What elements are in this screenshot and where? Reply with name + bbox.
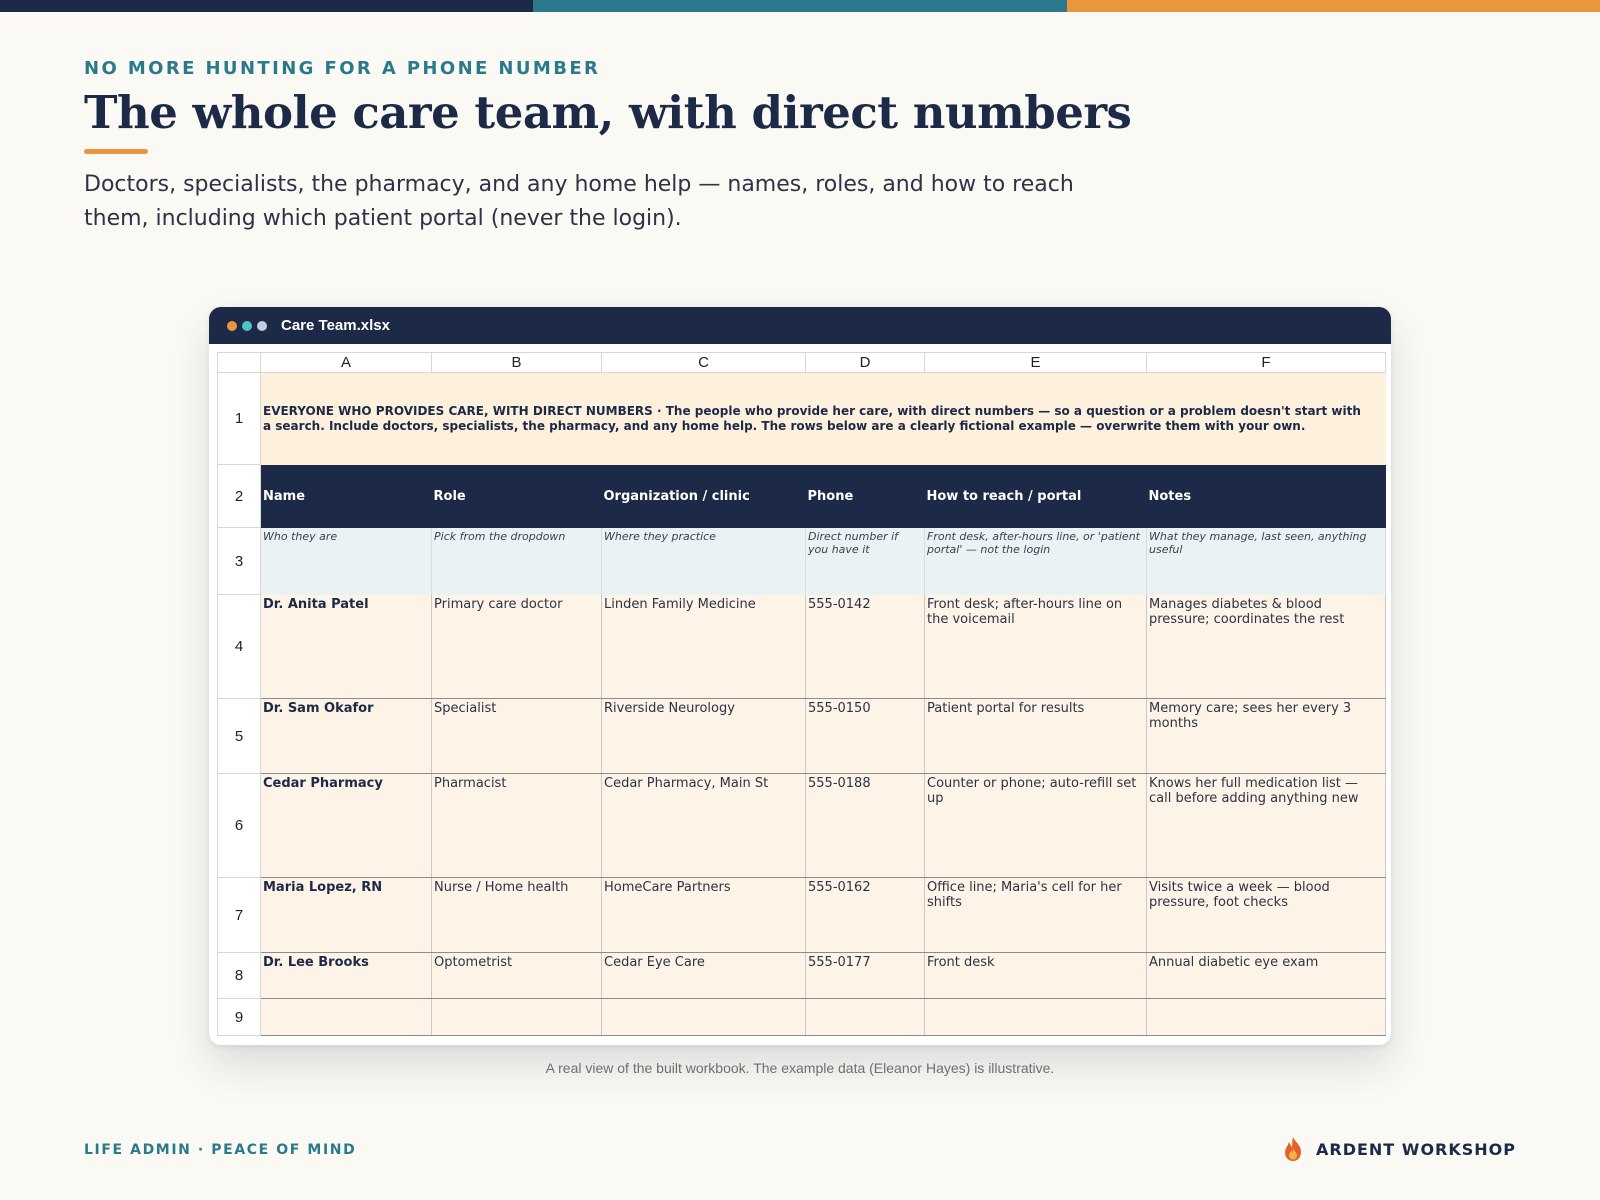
empty-cell[interactable]	[602, 999, 806, 1036]
cell-how-to-reach[interactable]: Front desk	[925, 953, 1147, 999]
table-row	[218, 953, 1386, 999]
cell-role[interactable]: Pharmacist	[432, 774, 602, 878]
empty-cell[interactable]	[925, 999, 1147, 1036]
cell-notes[interactable]: Knows her full medication list — call before adding anything new	[1147, 774, 1386, 878]
window-file-name: Care Team.xlsx	[281, 317, 390, 334]
hint-row	[218, 528, 1386, 595]
page-title: The whole care team, with direct numbers	[84, 86, 1132, 139]
title-underline	[84, 149, 148, 154]
screenshot-caption: A real view of the built workbook. The example data (Eleanor Hayes) is illustrative.	[545, 1060, 1055, 1076]
brand-logo	[1282, 1136, 1516, 1162]
window-dot-orange	[227, 321, 237, 331]
row-number-6[interactable]: 6	[218, 774, 261, 878]
column-header-f[interactable]: F	[1147, 353, 1386, 373]
empty-row	[218, 999, 1386, 1036]
table-row	[218, 774, 1386, 878]
cell-role[interactable]: Specialist	[432, 699, 602, 774]
top-bar-teal-segment	[533, 0, 1066, 12]
column-header-d[interactable]: D	[806, 353, 925, 373]
header-cell-how-to-reach[interactable]: How to reach / portal	[925, 465, 1147, 528]
cell-organization[interactable]: Linden Family Medicine	[602, 595, 806, 699]
cell-phone[interactable]: 555-0188	[806, 774, 925, 878]
select-all-corner[interactable]	[218, 353, 261, 373]
cell-name[interactable]: Dr. Lee Brooks	[261, 953, 432, 999]
header-cell-organization[interactable]: Organization / clinic	[602, 465, 806, 528]
top-color-bar	[0, 0, 1600, 12]
column-header-c[interactable]: C	[602, 353, 806, 373]
cell-phone[interactable]: 555-0150	[806, 699, 925, 774]
hint-cell-phone[interactable]: Direct number if you have it	[806, 528, 925, 595]
header-cell-phone[interactable]: Phone	[806, 465, 925, 528]
cell-notes[interactable]: Manages diabetes & blood pressure; coordinates the rest	[1147, 595, 1386, 699]
column-header-row	[218, 353, 1386, 373]
cell-name[interactable]: Dr. Anita Patel	[261, 595, 432, 699]
empty-cell[interactable]	[1147, 999, 1386, 1036]
empty-cell[interactable]	[432, 999, 602, 1036]
row-number-3[interactable]: 3	[218, 528, 261, 595]
row-number-9[interactable]: 9	[218, 999, 261, 1036]
cell-notes[interactable]: Memory care; sees her every 3 months	[1147, 699, 1386, 774]
brand-name: ARDENT WORKSHOP	[1316, 1139, 1516, 1159]
cell-role[interactable]: Optometrist	[432, 953, 602, 999]
cell-phone[interactable]: 555-0162	[806, 878, 925, 953]
eyebrow-label: NO MORE HUNTING FOR A PHONE NUMBER	[84, 58, 601, 79]
banner-cell[interactable]: EVERYONE WHO PROVIDES CARE, WITH DIRECT NUMBERS · The people who provide her care, with direct numbers — so a question or a problem doesn't start with a search. Include doctors, specialists, the pharmacy, and any home help. The rows below are a clearly fictional example — overwrite them with your own.	[261, 373, 1386, 465]
hint-cell-organization[interactable]: Where they practice	[602, 528, 806, 595]
cell-organization[interactable]: Riverside Neurology	[602, 699, 806, 774]
cell-name[interactable]: Maria Lopez, RN	[261, 878, 432, 953]
cell-how-to-reach[interactable]: Front desk; after-hours line on the voicemail	[925, 595, 1147, 699]
page-subtitle: Doctors, specialists, the pharmacy, and any home help — names, roles, and how to reach them, including which patient portal (never the login).	[84, 172, 1074, 231]
column-header-a[interactable]: A	[261, 353, 432, 373]
hint-cell-notes[interactable]: What they manage, last seen, anything useful	[1147, 528, 1386, 595]
hint-cell-name[interactable]: Who they are	[261, 528, 432, 595]
cell-how-to-reach[interactable]: Counter or phone; auto-refill set up	[925, 774, 1147, 878]
hint-cell-role[interactable]: Pick from the dropdown	[432, 528, 602, 595]
top-bar-navy-segment	[0, 0, 533, 12]
table-row	[218, 878, 1386, 953]
empty-cell[interactable]	[261, 999, 432, 1036]
cell-how-to-reach[interactable]: Office line; Maria's cell for her shifts	[925, 878, 1147, 953]
cell-notes[interactable]: Visits twice a week — blood pressure, foot checks	[1147, 878, 1386, 953]
cell-role[interactable]: Primary care doctor	[432, 595, 602, 699]
row-number-2[interactable]: 2	[218, 465, 261, 528]
cell-notes[interactable]: Annual diabetic eye exam	[1147, 953, 1386, 999]
cell-role[interactable]: Nurse / Home health	[432, 878, 602, 953]
header-cell-notes[interactable]: Notes	[1147, 465, 1386, 528]
column-header-e[interactable]: E	[925, 353, 1147, 373]
cell-organization[interactable]: Cedar Pharmacy, Main St	[602, 774, 806, 878]
cell-name[interactable]: Dr. Sam Okafor	[261, 699, 432, 774]
row-number-4[interactable]: 4	[218, 595, 261, 699]
row-number-5[interactable]: 5	[218, 699, 261, 774]
table-row	[218, 595, 1386, 699]
header-cell-name[interactable]: Name	[261, 465, 432, 528]
column-header-b[interactable]: B	[432, 353, 602, 373]
hint-cell-how-to-reach[interactable]: Front desk, after-hours line, or 'patient portal' — not the login	[925, 528, 1147, 595]
window-dot-teal	[242, 321, 252, 331]
top-bar-orange-segment	[1067, 0, 1600, 12]
cell-how-to-reach[interactable]: Patient portal for results	[925, 699, 1147, 774]
row-number-8[interactable]: 8	[218, 953, 261, 999]
row-number-1[interactable]: 1	[218, 373, 261, 465]
flame-icon	[1282, 1136, 1304, 1162]
empty-cell[interactable]	[806, 999, 925, 1036]
sheet-table	[217, 352, 1386, 1036]
window-dot-gray	[257, 321, 267, 331]
cell-name[interactable]: Cedar Pharmacy	[261, 774, 432, 878]
spreadsheet-window	[209, 307, 1391, 1045]
cell-organization[interactable]: Cedar Eye Care	[602, 953, 806, 999]
row-number-7[interactable]: 7	[218, 878, 261, 953]
cell-organization[interactable]: HomeCare Partners	[602, 878, 806, 953]
table-header-row	[218, 465, 1386, 528]
window-titlebar	[209, 307, 1391, 344]
spreadsheet-grid	[217, 352, 1386, 1036]
table-row	[218, 699, 1386, 774]
banner-row	[218, 373, 1386, 465]
header-cell-role[interactable]: Role	[432, 465, 602, 528]
footer-tagline: LIFE ADMIN · PEACE OF MIND	[84, 1142, 357, 1158]
cell-phone[interactable]: 555-0177	[806, 953, 925, 999]
cell-phone[interactable]: 555-0142	[806, 595, 925, 699]
